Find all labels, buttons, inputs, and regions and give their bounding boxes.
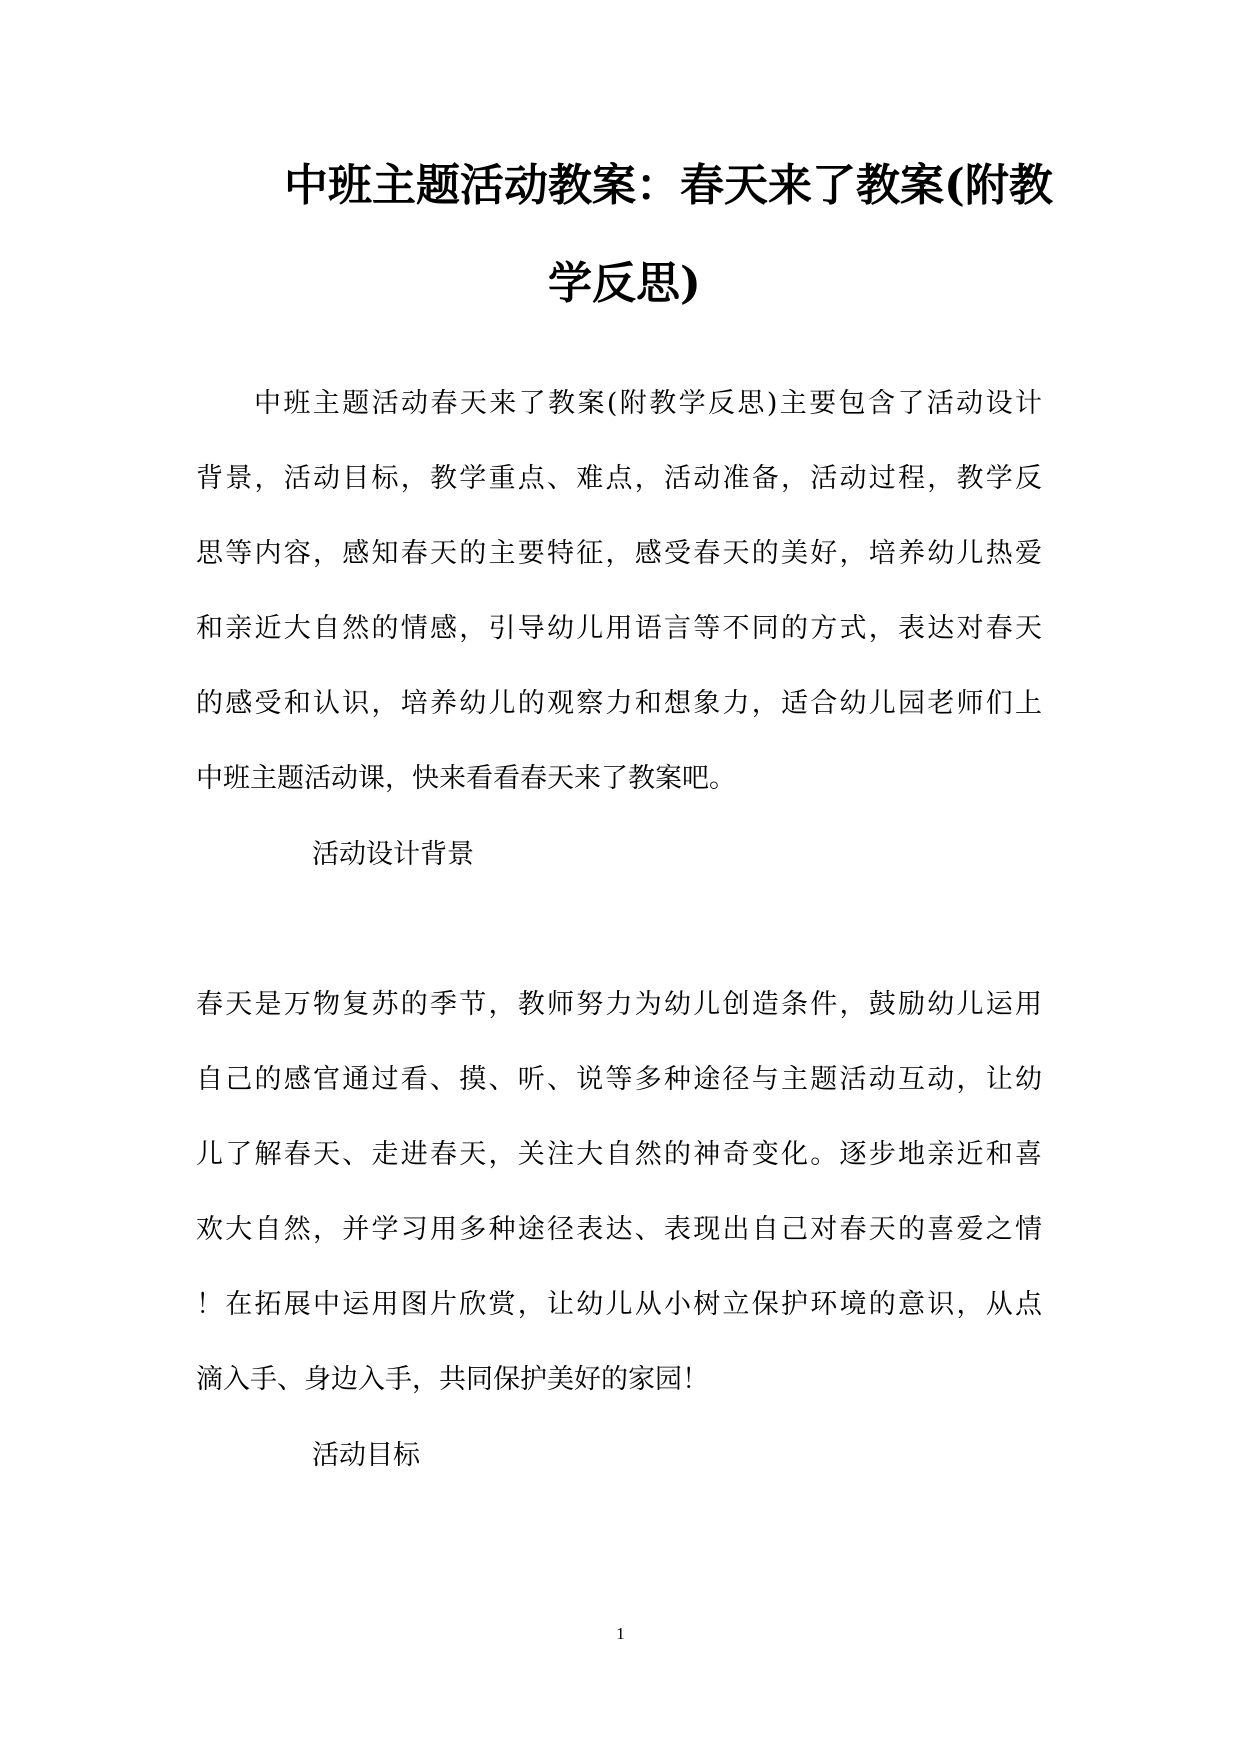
- section-heading-background: 活动设计背景: [312, 839, 474, 870]
- intro-paragraph-line: 的感受和认识，培养幼儿的观察力和想象力，适合幼儿园老师们上: [196, 688, 1042, 719]
- intro-paragraph-line: 思等内容，感知春天的主要特征，感受春天的美好，培养幼儿热爱: [196, 538, 1042, 569]
- document-title-line-1: 中班主题活动教案：春天来了教案(附教: [284, 160, 1053, 211]
- background-paragraph-line: 欢大自然，并学习用多种途径表达、表现出自己对春天的喜爱之情: [196, 1214, 1042, 1245]
- document-title-line-2: 学反思): [548, 258, 701, 309]
- background-paragraph-line: 自己的感官通过看、摸、听、说等多种途径与主题活动互动，让幼: [196, 1064, 1042, 1095]
- background-paragraph-line: 儿了解春天、走进春天，关注大自然的神奇变化。逐步地亲近和喜: [196, 1139, 1042, 1170]
- intro-paragraph-line: 中班主题活动课，快来看看春天来了教案吧。: [196, 763, 736, 794]
- intro-paragraph-line: 背景，活动目标，教学重点、难点，活动准备，活动过程，教学反: [196, 463, 1042, 494]
- background-paragraph-line: 滴入手、身边入手，共同保护美好的家园！: [196, 1364, 709, 1395]
- background-paragraph-line: 春天是万物复苏的季节，教师努力为幼儿创造条件，鼓励幼儿运用: [196, 989, 1042, 1020]
- background-paragraph-line: ！在拓展中运用图片欣赏，让幼儿从小树立保护环境的意识，从点: [196, 1289, 1042, 1320]
- intro-paragraph-line: 中班主题活动春天来了教案(附教学反思)主要包含了活动设计: [254, 388, 1042, 419]
- page-number: 1: [616, 1624, 625, 1643]
- section-heading-objectives: 活动目标: [312, 1440, 420, 1471]
- intro-paragraph-line: 和亲近大自然的情感，引导幼儿用语言等不同的方式，表达对春天: [196, 613, 1042, 644]
